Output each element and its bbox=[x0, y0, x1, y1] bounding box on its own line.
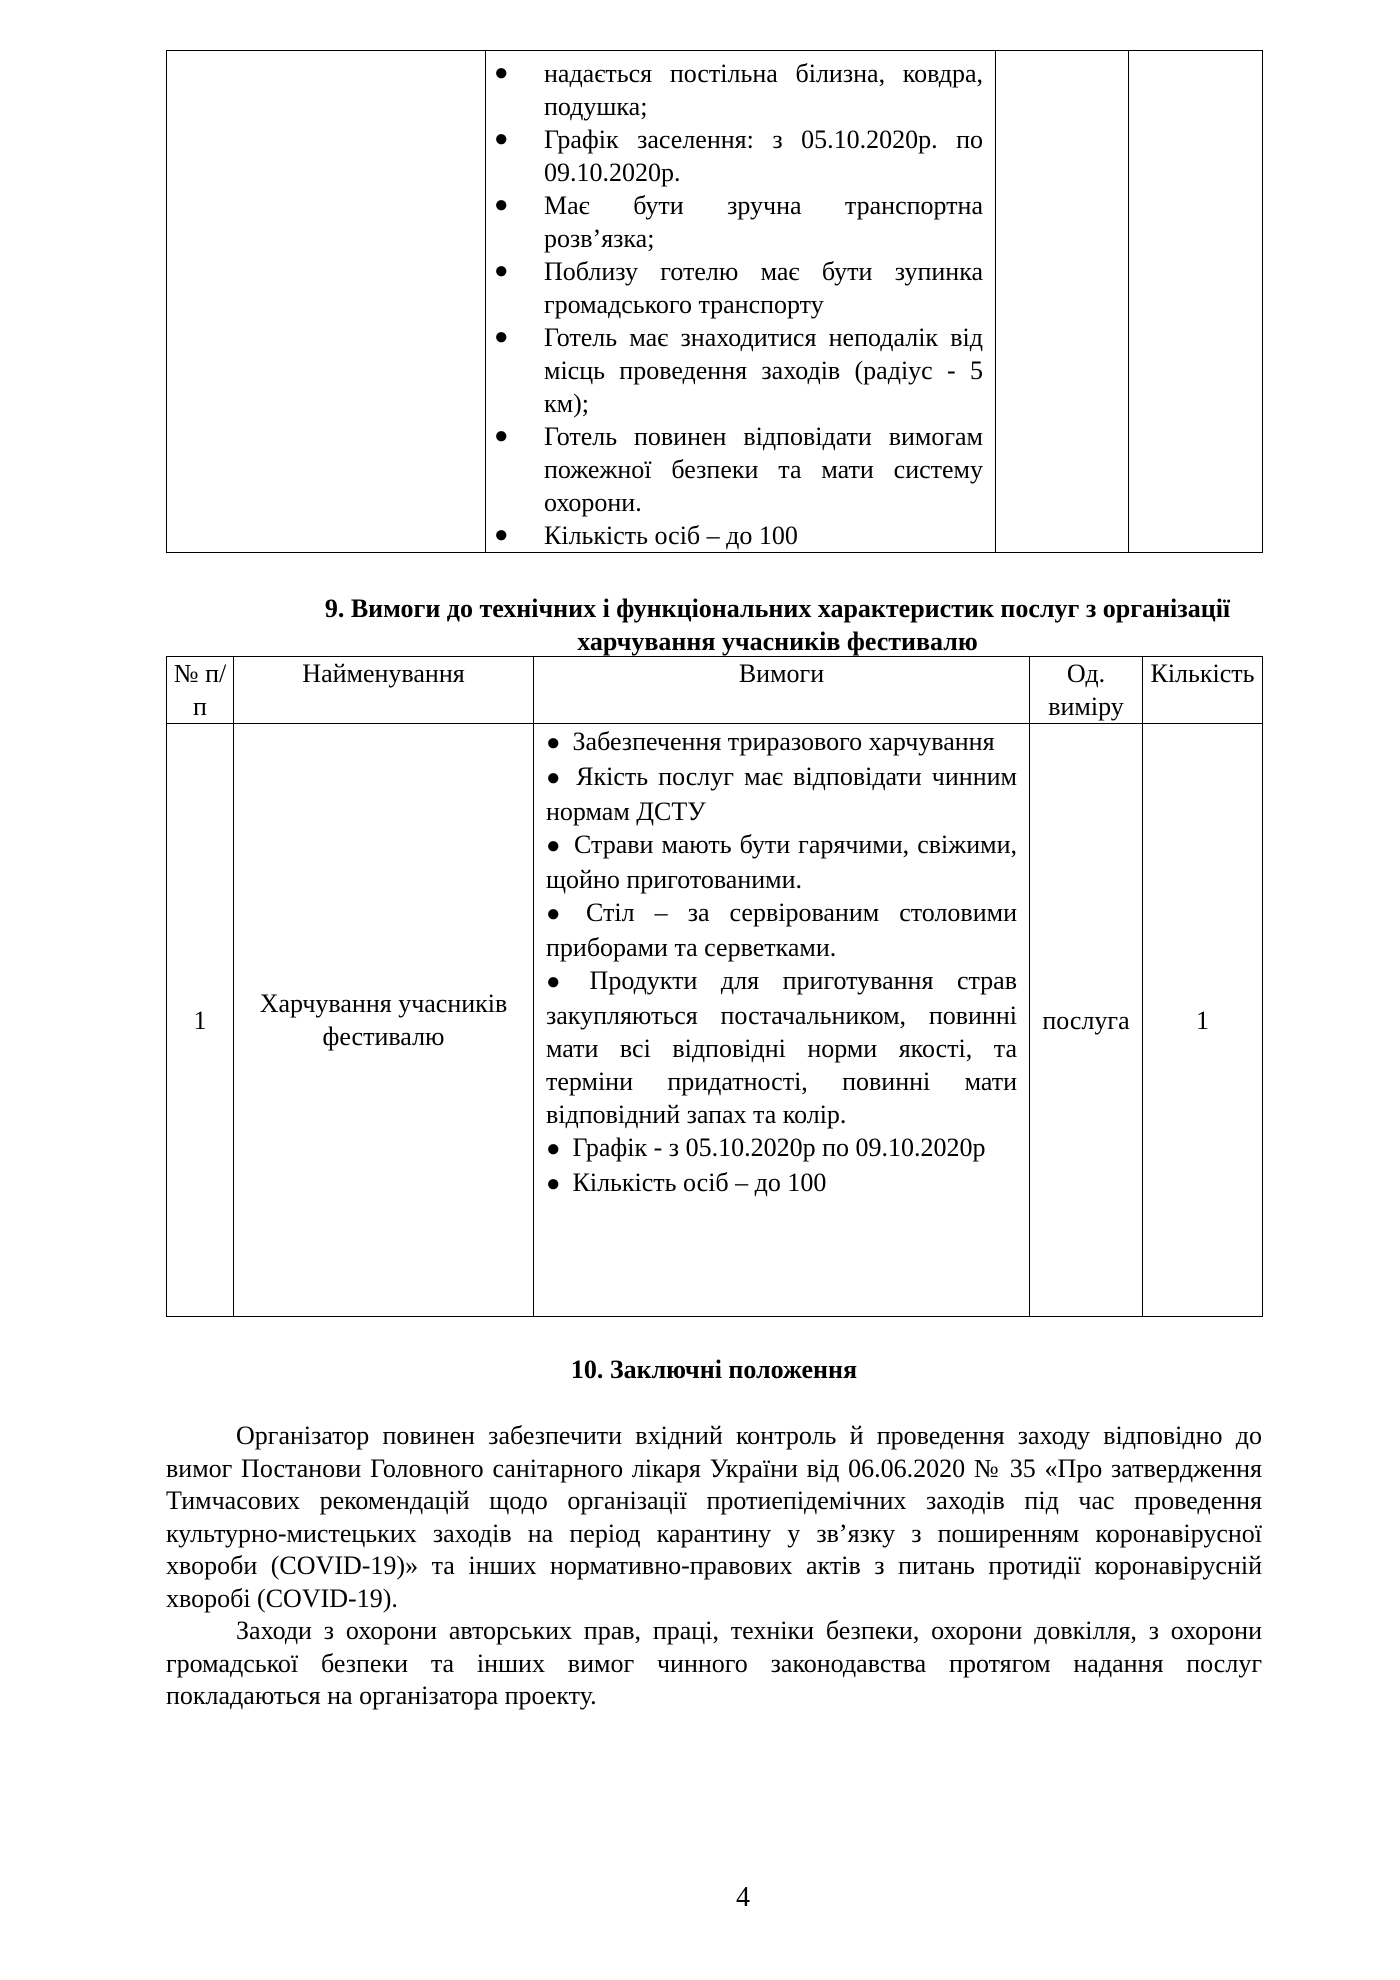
list-item: ● Має бути зручна транспортна розв’язка; bbox=[494, 191, 983, 253]
paragraph: Заходи з охорони авторських прав, праці, техніки безпеки, охорони довкілля, з охорони громадської безпеки та інших вимог чинного законодавства протягом надання послуг покладаються на організатора проекту. bbox=[166, 1616, 1262, 1710]
empty-cell bbox=[167, 51, 486, 553]
section-10-title: 10. Заключні положення bbox=[570, 1355, 858, 1384]
row-number: 1 bbox=[167, 724, 234, 1317]
bullet-icon: ● bbox=[546, 765, 565, 791]
bullet-icon: ● bbox=[494, 258, 509, 284]
requirements-list bbox=[534, 724, 1029, 1201]
list-item: ● Графік заселення: з 05.10.2020р. по 09.10.2020р. bbox=[494, 125, 983, 187]
list-item: ● Готель має знаходитися неподалік від місць проведення заходів (радіус - 5 км); bbox=[494, 323, 983, 418]
row-name: Харчування учасників фестивалю bbox=[234, 724, 534, 1317]
list-item: ● Страви мають бути гарячими, свіжими, щойно приготованими. bbox=[546, 830, 1017, 894]
list-item: ● Продукти для приготування страв закупляються постачальником, повинні мати всі відповідні норми якості, та терміни придатності, повинні мати відповідний запах та колір. bbox=[546, 966, 1017, 1129]
list-item: ● Готель повинен відповідати вимогам пожежної безпеки та мати систему охорони. bbox=[494, 422, 983, 517]
page-number: 4 bbox=[736, 1882, 750, 1913]
bullet-icon: ● bbox=[546, 969, 578, 995]
bullet-icon: ● bbox=[546, 901, 575, 927]
paragraph: Організатор повинен забезпечити вхідний контроль й проведення заходу відповідно до вимог Постанови Головного санітарного лікаря України від 06.06.2020 № 35 «Про затвердження Тимчасових рекомендацій щодо організації протиепідемічних заходів під час проведення культурно-мистецьких заходів на період карантину у зв’язку з поширенням коронавірусної хвороби (COVID-19)» та інших нормативно-правових актів з питань протидії коронавірусній хворобі (COVID-19). bbox=[166, 1421, 1262, 1613]
quantity-cell bbox=[1129, 51, 1263, 553]
bullet-icon: ● bbox=[494, 192, 509, 218]
bullet-icon: ● bbox=[546, 833, 563, 859]
unit-cell bbox=[996, 51, 1129, 553]
bullet-icon: ● bbox=[546, 1171, 561, 1197]
requirements-list bbox=[486, 51, 995, 552]
bullet-icon: ● bbox=[494, 126, 509, 152]
header-unit: Од. виміру bbox=[1030, 657, 1143, 724]
catering-table bbox=[166, 656, 1263, 1317]
bullet-icon: ● bbox=[546, 1136, 561, 1162]
header-number: № п/п bbox=[167, 657, 234, 724]
list-item: ● Забезпечення триразового харчування bbox=[546, 727, 995, 756]
list-item: ● Якість послуг має відповідати чинним нормам ДСТУ bbox=[546, 762, 1017, 826]
list-item: ● Поблизу готелю має бути зупинка громадського транспорту bbox=[494, 257, 983, 319]
requirements-cell bbox=[486, 51, 996, 553]
section-9-title: 9. Вимоги до технічних і функціональних характеристик послуг з організації харчування учасників фестивалю bbox=[324, 594, 1231, 656]
list-item: ● Кількість осіб – до 100 bbox=[494, 521, 798, 550]
list-item: ● Графік - з 05.10.2020р по 09.10.2020р bbox=[546, 1133, 986, 1162]
row-unit: послуга bbox=[1030, 724, 1143, 1317]
bullet-icon: ● bbox=[494, 60, 509, 86]
bullet-icon: ● bbox=[494, 522, 509, 548]
row-quantity: 1 bbox=[1143, 724, 1263, 1317]
list-item: ● Стіл – за сервірованим столовими приборами та серветками. bbox=[546, 898, 1017, 962]
accommodation-table-continuation bbox=[166, 50, 1263, 553]
row-requirements-cell bbox=[534, 724, 1030, 1317]
bullet-icon: ● bbox=[494, 423, 509, 449]
header-name: Найменування bbox=[234, 657, 534, 724]
bullet-icon: ● bbox=[546, 730, 561, 756]
header-quantity: Кількість bbox=[1143, 657, 1263, 724]
header-requirements: Вимоги bbox=[534, 657, 1030, 724]
list-item: ● Кількість осіб – до 100 bbox=[546, 1168, 827, 1197]
list-item: ● надається постільна білизна, ковдра, подушка; bbox=[494, 59, 983, 121]
bullet-icon: ● bbox=[494, 324, 509, 350]
